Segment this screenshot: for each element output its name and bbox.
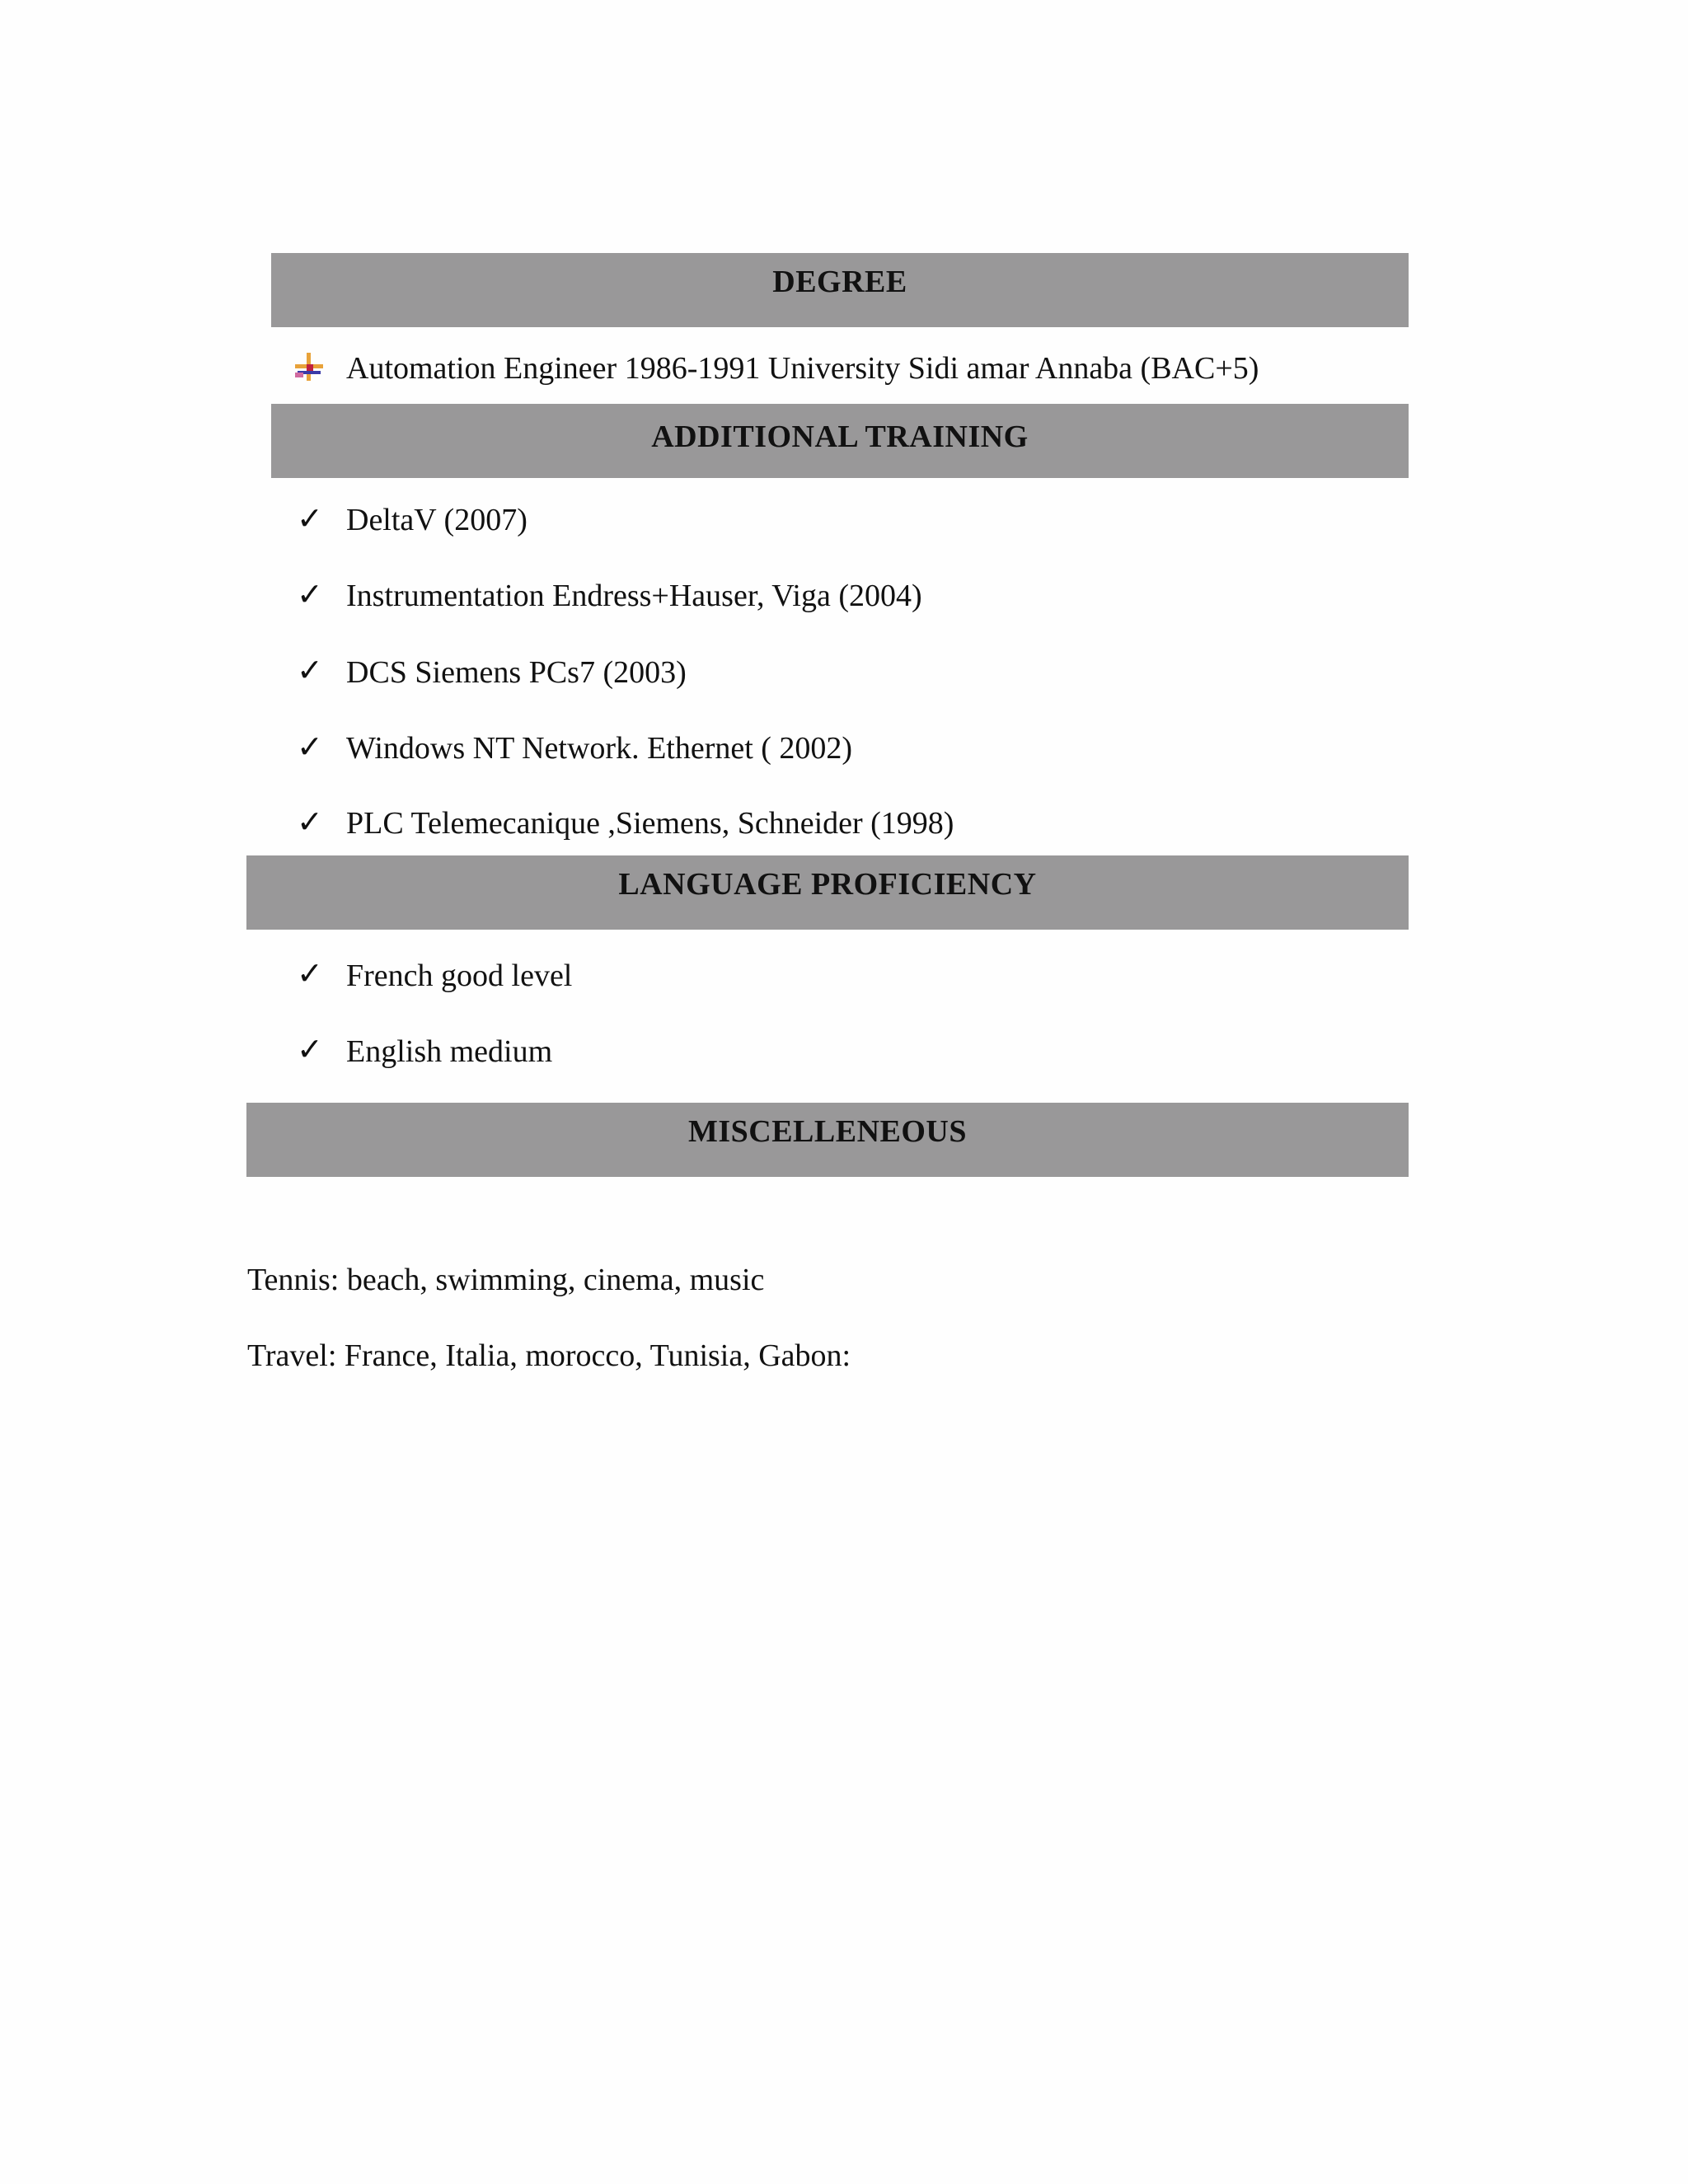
misc-header: [246, 1103, 1409, 1177]
check-icon: ✓: [297, 804, 323, 840]
language-title: LANGUAGE PROFICIENCY: [618, 867, 1037, 902]
check-icon: ✓: [297, 576, 323, 612]
training-item: DeltaV (2007): [346, 503, 528, 537]
training-item: Instrumentation Endress+Hauser, Viga (2004): [346, 579, 922, 613]
language-item: English medium: [346, 1034, 553, 1069]
check-icon: ✓: [297, 1031, 323, 1067]
misc-title: MISCELLENEOUS: [687, 1114, 968, 1149]
degree-item: Automation Engineer 1986-1991 University Sidi amar Annaba (BAC+5): [346, 351, 1259, 386]
training-item: Windows NT Network. Ethernet ( 2002): [346, 731, 853, 766]
training-item: PLC Telemecanique ,Siemens, Schneider (1998): [346, 806, 954, 841]
language-header: [246, 855, 1409, 930]
training-title: ADDITIONAL TRAINING: [651, 419, 1029, 454]
degree-header: [271, 253, 1409, 327]
misc-line-hobbies: Tennis: beach, swimming, cinema, music: [247, 1263, 765, 1297]
training-header: [271, 404, 1409, 478]
degree-title: DEGREE: [772, 265, 907, 299]
check-icon: ✓: [297, 955, 323, 991]
language-item: French good level: [346, 958, 573, 993]
arrow-plus-icon: [295, 353, 323, 381]
misc-line-travel: Travel: France, Italia, morocco, Tunisia, Gabon:: [247, 1338, 851, 1373]
check-icon: ✓: [297, 729, 323, 765]
training-item: DCS Siemens PCs7 (2003): [346, 655, 687, 690]
check-icon: ✓: [297, 652, 323, 688]
check-icon: ✓: [297, 500, 323, 537]
